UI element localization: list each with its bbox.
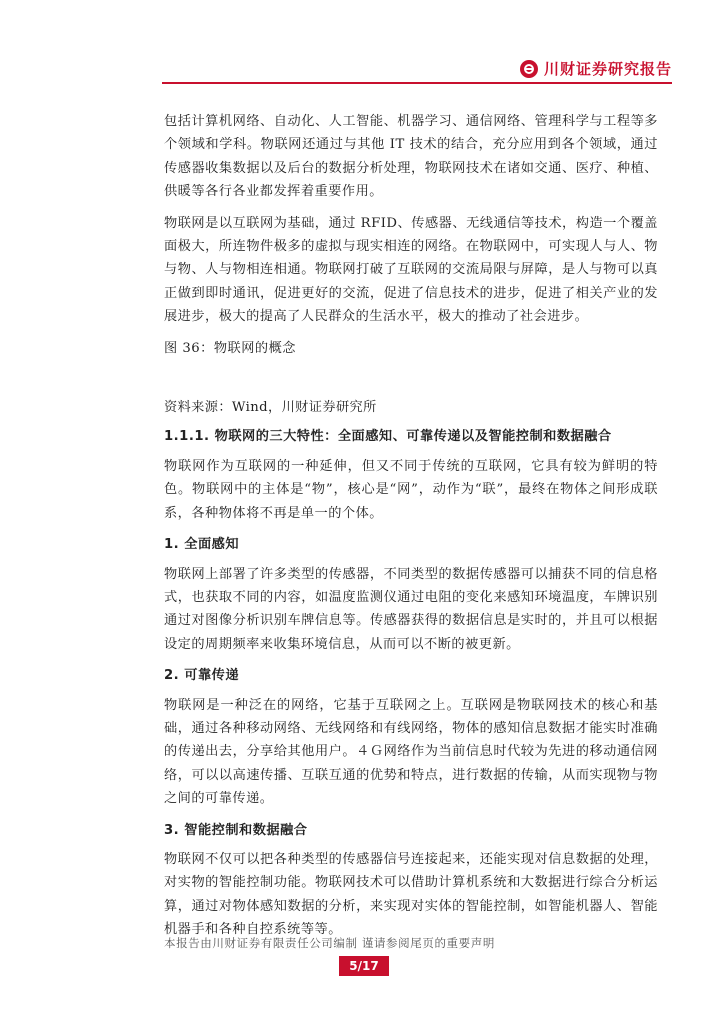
subheading-1: 1. 全面感知 [164,537,240,553]
source-note: 资料来源：Wind，川财证券研究所 [164,400,377,416]
page-number: 5/17 [339,956,389,976]
paragraph-5: 物联网是一种泛在的网络，它基于互联网之上。互联网是物联网技术的核心和基础，通过各种移动网络、无线网络和有线网络，物体的感知信息数据才能实时准确的传递出去，分享给其他用户。４Ｇ网络作为当前信息时代较为先进的移动通信网络，可以以高速传播、互联互通的优势和特点，进行数据的传输，从而实现物与物之间的可靠传递。 [164,697,658,807]
paragraph-4: 物联网上部署了许多类型的传感器，不同类型的数据传感器可以捕获不同的信息格式，也获取不同的内容，如温度监测仪通过电阻的变化来感知环境温度，车牌识别通过对图像分析识别车牌信息等。传感器获得的数据信息是实时的，并且可以根据设定的周期频率来收集环境信息，从而可以不断的被更新。 [164,566,658,652]
header-divider [162,82,672,84]
section-title: 1.1.1. 物联网的三大特性：全面感知、可靠传递以及智能控制和数据融合 [164,429,612,445]
figure-caption: 图 36：物联网的概念 [164,340,296,356]
paragraph-3: 物联网作为互联网的一种延伸，但又不同于传统的互联网，它具有较为鲜明的特色。物联网中的主体是“物”，核心是“网”，动作为“联”，最终在物体之间形成联系，各种物体将不再是单一的个体。 [164,458,658,521]
subheading-2: 2. 可靠传递 [164,668,240,684]
brand-name: 川财证券研究报告 [543,60,672,78]
report-body [164,110,658,950]
header-brand [520,58,672,79]
paragraph-2: 物联网是以互联网为基础，通过 RFID、传感器、无线通信等技术，构造一个覆盖面极大，所连物件极多的虚拟与现实相连的网络。在物联网中，可实现人与人、物与物、人与物相连相通。物联网打破了互联网的交流局限与屏障，是人与物可以真正做到即时通讯，促进更好的交流，促进了信息技术的进步，促进了相关产业的发展进步，极大的提高了人民群众的生活水平，极大的推动了社会进步。 [164,215,658,325]
footer-disclaimer: 本报告由川财证券有限责任公司编制 谨请参阅尾页的重要声明 [164,936,495,950]
chuancai-logo-icon [520,60,538,78]
page-header [0,0,724,90]
subheading-3: 3. 智能控制和数据融合 [164,822,308,838]
paragraph-6: 物联网不仅可以把各种类型的传感器信号连接起来，还能实现对信息数据的处理，对实物的智能控制功能。物联网技术可以借助计算机系统和大数据进行综合分析运算，通过对物体感知数据的分析，来实现对实体的智能控制，如智能机器人、智能机器手和各种自控系统等等。 [164,851,658,938]
paragraph-1: 包括计算机网络、自动化、人工智能、机器学习、通信网络、管理科学与工程等多个领域和学科。物联网还通过与其他 IT 技术的结合，充分应用到各个领域，通过传感器收集数据以及后台的数据分析处理，物联网技术在诸如交通、医疗、种植、供暖等各行各业都发挥着重要作用。 [164,114,658,200]
